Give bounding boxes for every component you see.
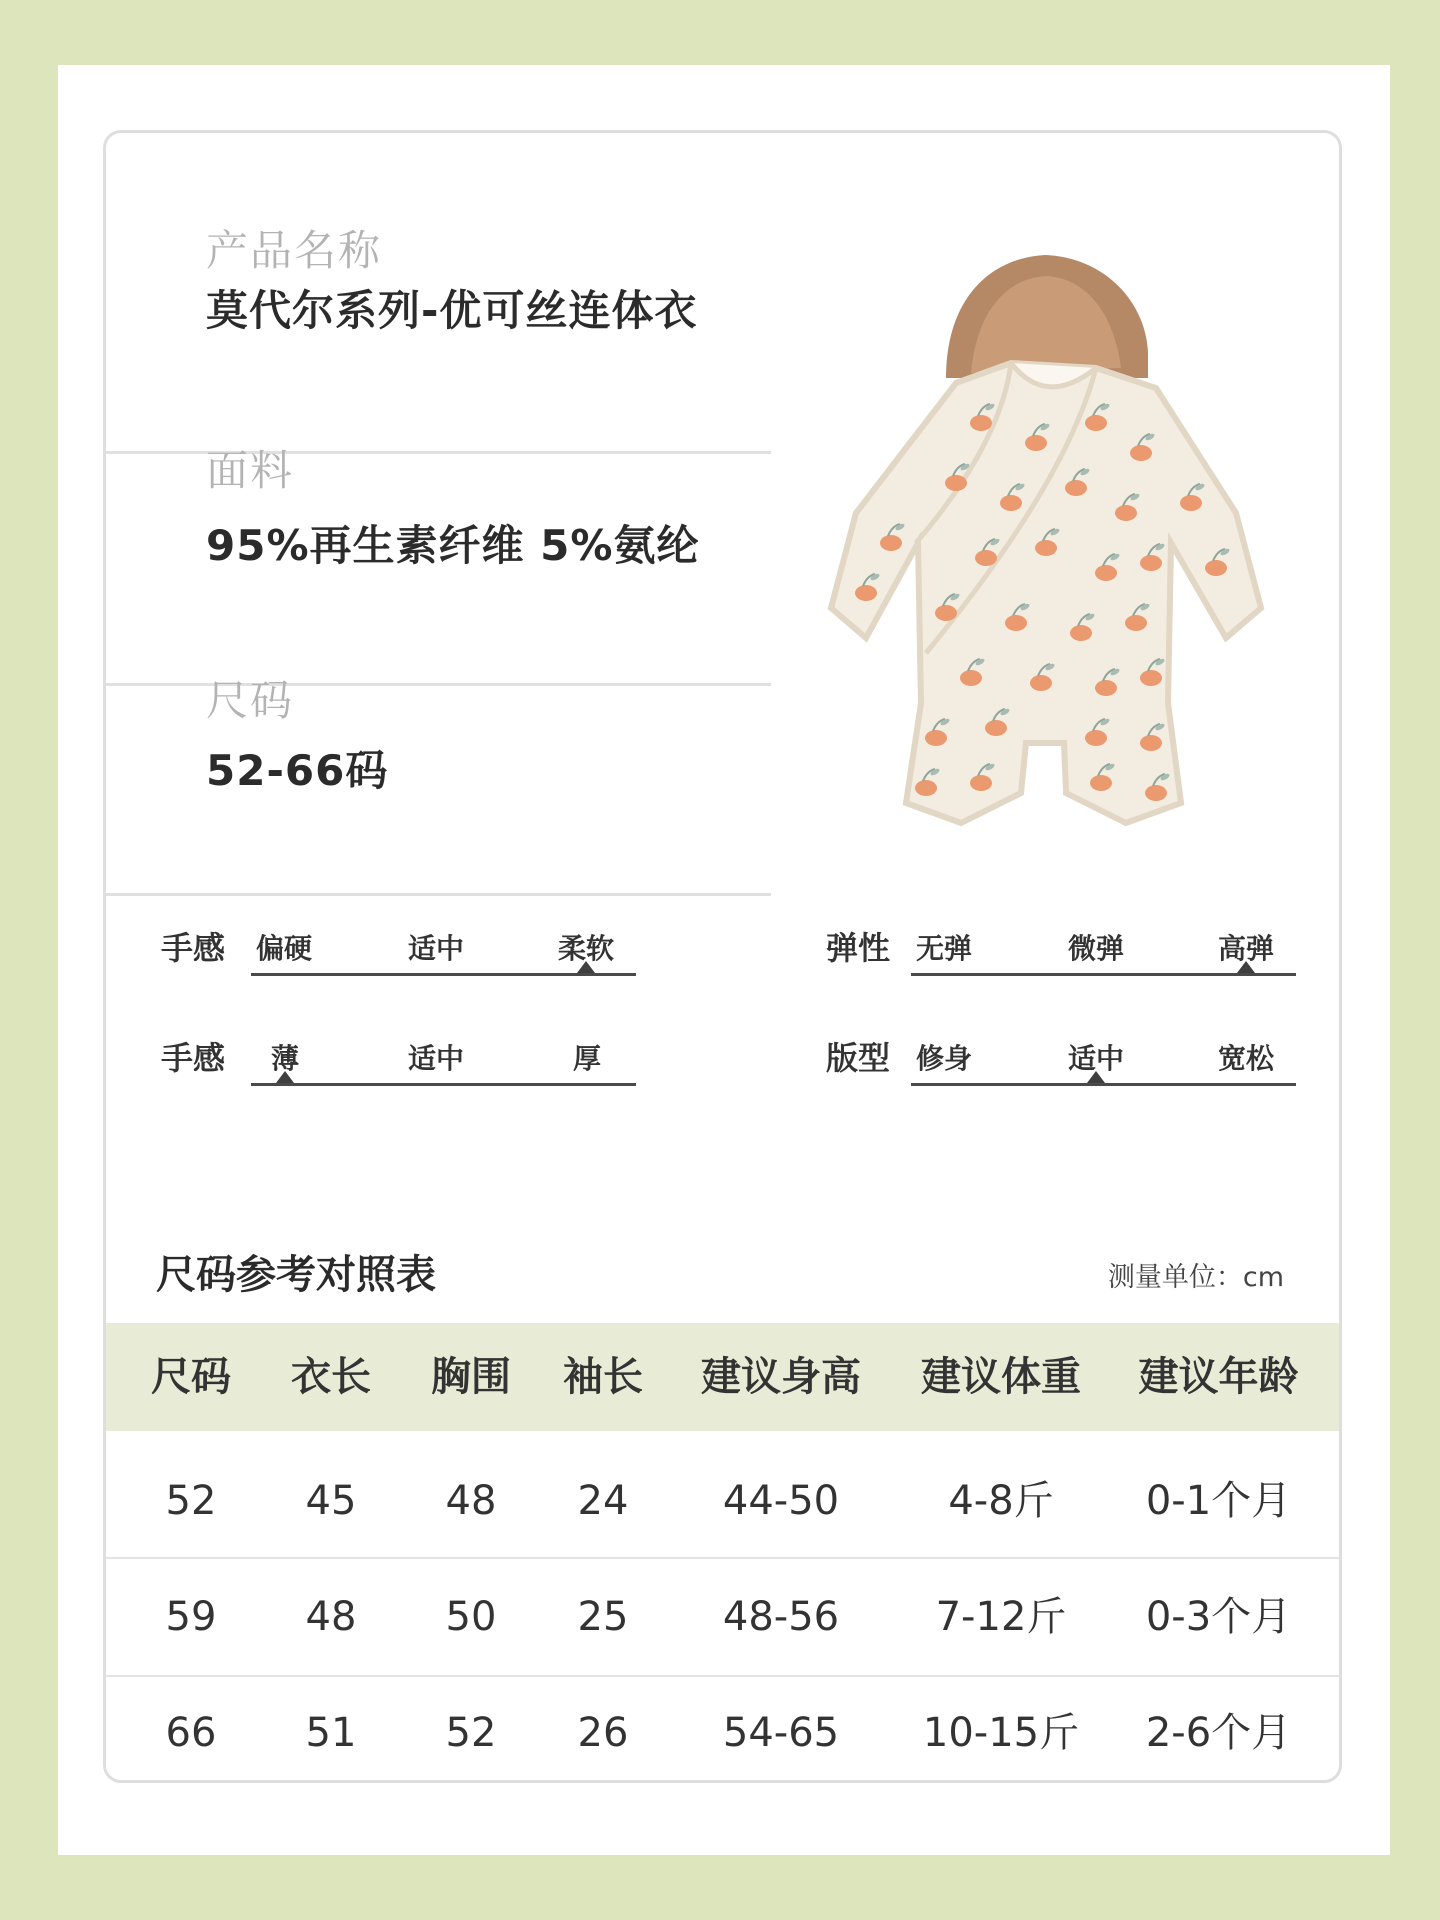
scale-option: 高弹 bbox=[1218, 932, 1275, 965]
scale-marker bbox=[577, 961, 595, 973]
scale-feel bbox=[161, 923, 641, 993]
scale-option: 柔软 bbox=[558, 932, 615, 965]
scale-option: 适中 bbox=[408, 1042, 465, 1075]
table-cell: 48 bbox=[305, 1594, 357, 1640]
table-cell: 26 bbox=[577, 1710, 629, 1756]
table-cell: 2-6个月 bbox=[1145, 1710, 1292, 1756]
scale-option: 厚 bbox=[573, 1042, 602, 1075]
scale-title: 弹性 bbox=[826, 929, 891, 967]
scale-fit bbox=[826, 1033, 1306, 1103]
info-label-size: 尺码 bbox=[206, 676, 295, 725]
table-cell: 0-1个月 bbox=[1145, 1478, 1292, 1524]
table-cell: 4-8斤 bbox=[948, 1478, 1054, 1524]
table-row bbox=[106, 1443, 1339, 1559]
table-cell: 44-50 bbox=[722, 1478, 840, 1524]
scale-title: 手感 bbox=[161, 1039, 226, 1077]
size-table-title: 尺码参考对照表 bbox=[156, 1252, 436, 1298]
table-cell: 0-3个月 bbox=[1145, 1594, 1292, 1640]
table-cell: 59 bbox=[165, 1594, 217, 1640]
table-cell: 7-12斤 bbox=[935, 1594, 1067, 1640]
table-row bbox=[106, 1675, 1339, 1791]
table-header-cell: 胸围 bbox=[431, 1354, 511, 1400]
table-header-cell: 建议身高 bbox=[701, 1354, 861, 1400]
table-cell: 54-65 bbox=[722, 1710, 840, 1756]
page-sheet bbox=[58, 65, 1390, 1855]
info-value-name: 莫代尔系列-优可丝连体衣 bbox=[206, 286, 698, 335]
table-header-cell: 建议体重 bbox=[921, 1354, 1081, 1400]
size-table-header bbox=[106, 1323, 1339, 1431]
scale-option: 修身 bbox=[916, 1042, 973, 1075]
info-value-fabric: 95%再生素纤维 5%氨纶 bbox=[206, 521, 700, 570]
table-cell: 50 bbox=[445, 1594, 497, 1640]
divider bbox=[106, 893, 771, 896]
table-cell: 24 bbox=[577, 1478, 629, 1524]
info-value-size: 52-66码 bbox=[206, 746, 389, 795]
scale-marker bbox=[1237, 961, 1255, 973]
table-header-cell: 衣长 bbox=[291, 1354, 371, 1400]
scale-line bbox=[911, 973, 1296, 976]
scale-line bbox=[251, 1083, 636, 1086]
table-cell: 52 bbox=[165, 1478, 217, 1524]
scale-option: 适中 bbox=[408, 932, 465, 965]
scale-option: 无弹 bbox=[916, 932, 973, 965]
scale-elasticity bbox=[826, 923, 1306, 993]
table-cell: 10-15斤 bbox=[922, 1710, 1080, 1756]
table-header-cell: 袖长 bbox=[563, 1354, 643, 1400]
scale-option: 适中 bbox=[1068, 1042, 1125, 1075]
table-cell: 51 bbox=[305, 1710, 357, 1756]
scale-line bbox=[251, 973, 636, 976]
scale-marker bbox=[1087, 1071, 1105, 1083]
scale-marker bbox=[276, 1071, 294, 1083]
scale-thickness bbox=[161, 1033, 641, 1103]
table-cell: 66 bbox=[165, 1710, 217, 1756]
info-label-name: 产品名称 bbox=[206, 226, 383, 275]
scale-line bbox=[911, 1083, 1296, 1086]
scale-option: 偏硬 bbox=[256, 932, 313, 965]
measurement-unit: 测量单位：cm bbox=[1107, 1262, 1284, 1293]
info-label-fabric: 面料 bbox=[206, 446, 295, 495]
table-row bbox=[106, 1559, 1339, 1675]
romper-product-image bbox=[796, 183, 1316, 843]
scale-option: 宽松 bbox=[1218, 1042, 1275, 1075]
scale-title: 手感 bbox=[161, 929, 226, 967]
table-cell: 25 bbox=[577, 1594, 629, 1640]
table-cell: 45 bbox=[305, 1478, 357, 1524]
scale-option: 薄 bbox=[271, 1042, 300, 1075]
scale-option: 微弹 bbox=[1068, 932, 1125, 965]
scale-title: 版型 bbox=[826, 1039, 891, 1077]
table-cell: 48-56 bbox=[722, 1594, 840, 1640]
table-header-cell: 建议年龄 bbox=[1138, 1354, 1299, 1400]
table-header-cell: 尺码 bbox=[151, 1354, 231, 1400]
table-cell: 52 bbox=[445, 1710, 497, 1756]
table-cell: 48 bbox=[445, 1478, 497, 1524]
product-card bbox=[103, 130, 1342, 1783]
